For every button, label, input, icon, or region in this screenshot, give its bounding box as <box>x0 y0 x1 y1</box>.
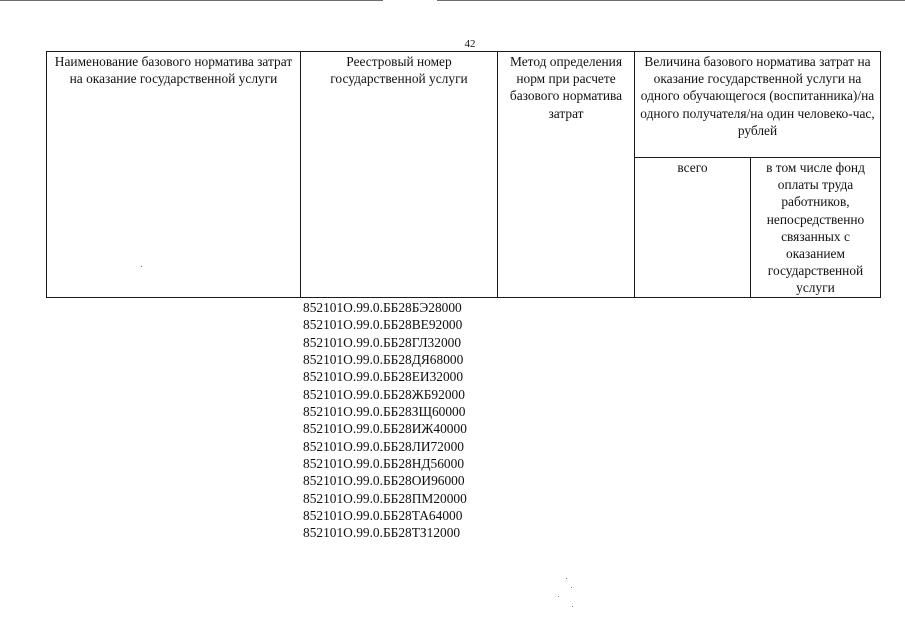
registry-code: 852101О.99.0.ББ28ИЖ40000 <box>303 421 467 437</box>
registry-code: 852101О.99.0.ББ28ЗЩ60000 <box>303 404 466 420</box>
registry-code: 852101О.99.0.ББ28ГЛ32000 <box>303 334 462 350</box>
scan-speck <box>571 587 572 588</box>
header-norm-name: Наименование базового норматива затрат на оказание государственной услуги <box>47 52 301 298</box>
scan-speck <box>558 596 559 597</box>
header-norm-value-group: Величина базового норматива затрат на оказание государственной услуги на одного обучающегося (воспитанника)/на одного получателя/на один человеко-час, рублей <box>635 52 881 158</box>
scan-speck <box>572 606 573 607</box>
registry-code-list <box>303 299 467 542</box>
registry-code: 852101О.99.0.ББ28ПМ20000 <box>303 490 467 506</box>
registry-code: 852101О.99.0.ББ28НД56000 <box>303 456 465 472</box>
table-header-row <box>47 52 881 158</box>
registry-code: 852101О.99.0.ББ28ОИ96000 <box>303 473 465 489</box>
scan-edge-top <box>0 0 905 1</box>
registry-code: 852101О.99.0.ББ28ТЗ12000 <box>303 525 461 541</box>
header-registry-number: Реестровый номер государственной услуги <box>301 52 498 298</box>
page-number: 42 <box>464 38 476 50</box>
registry-code: 852101О.99.0.ББ28ЛИ72000 <box>303 438 464 454</box>
header-including-payroll: в том числе фонд оплаты труда работников, непосредственно связанных с оказанием государственной услуги <box>751 158 881 298</box>
registry-code: 852101О.99.0.ББ28ЕИ32000 <box>303 369 464 385</box>
scan-speck <box>141 266 142 267</box>
header-total: всего <box>635 158 751 298</box>
registry-code: 852101О.99.0.ББ28ЖБ92000 <box>303 386 465 402</box>
registry-code: 852101О.99.0.ББ28ДЯ68000 <box>303 352 464 368</box>
registry-code: 852101О.99.0.ББ28ВЕ92000 <box>303 317 463 333</box>
registry-code: 852101О.99.0.ББ28ТА64000 <box>303 508 463 524</box>
scan-edge-gap <box>383 0 437 2</box>
scan-speck <box>566 578 567 579</box>
registry-code: 852101О.99.0.ББ28БЭ28000 <box>303 300 462 315</box>
base-norm-table <box>46 51 881 298</box>
header-method: Метод определения норм при расчете базового норматива затрат <box>498 52 635 298</box>
